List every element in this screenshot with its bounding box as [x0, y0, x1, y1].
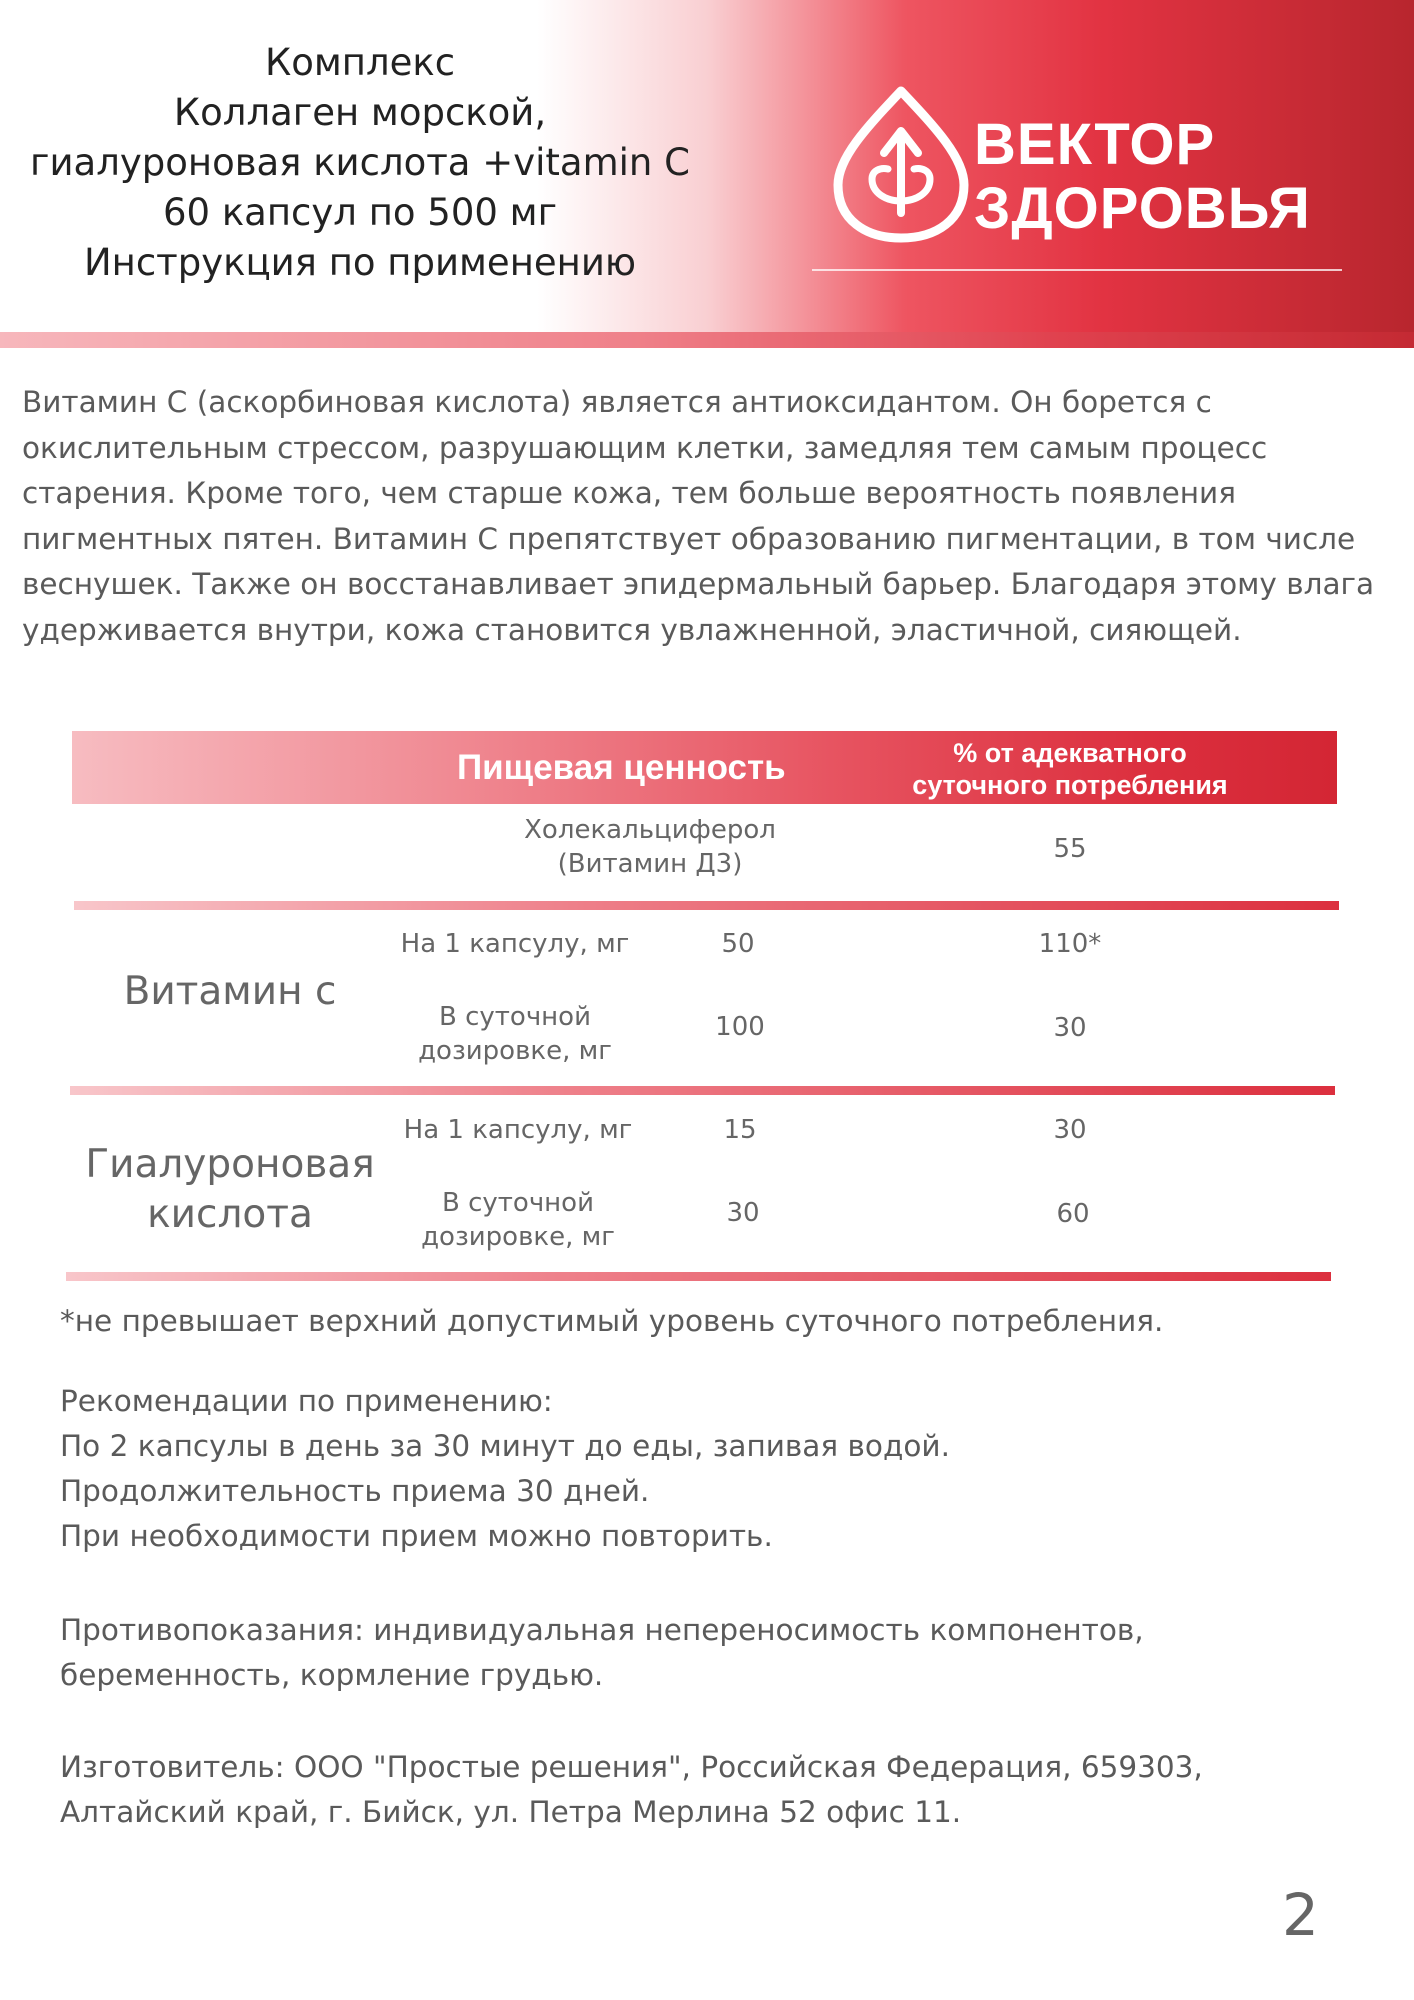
contraindications-line: беременность, кормление грудью. [60, 1658, 604, 1692]
hyaluronic-label [80, 1140, 380, 1240]
vitc-per-capsule-label: На 1 капсулу, мг [400, 929, 630, 959]
title-line: 60 капсул по 500 мг [162, 191, 558, 234]
brand-logo [974, 113, 1311, 241]
vitc-per-capsule-percent: 110* [1038, 929, 1102, 959]
title-line: Инструкция по применению [83, 241, 637, 284]
manufacturer [60, 1745, 1203, 1835]
header-stripe [0, 332, 1414, 348]
hyaluronic-label-line2: кислота [147, 1192, 313, 1237]
vitc-daily-label [400, 1000, 630, 1068]
recommendations [60, 1379, 950, 1559]
d3-name-line1: Холекальциферол [524, 815, 776, 845]
d3-name [470, 813, 830, 881]
table-row-divider [74, 901, 1339, 910]
d3-name-line2: (Витамин Д3) [557, 849, 743, 879]
ha-daily-percent: 60 [1056, 1199, 1090, 1229]
intro-paragraph: Витамин С (аскорбиновая кислота) является антиоксидантом. Он борется с окислительным стрессом, разрушающим клетки, замедляя тем самым процесс старения. Кроме того, чем старше кожа, тем больше вероятность появления пигментных пятен. Витамин С препятствует образованию пигментации, в том числе веснушек. Также он восстанавливает эпидермальный барьер. Благодаря этому влага удерживается внутри, кожа становится увлажненной, эластичной, сияющей. [22, 385, 1375, 647]
product-title [20, 38, 700, 288]
page-number: 2 [1282, 1881, 1319, 1949]
vitc-daily-percent: 30 [1053, 1013, 1087, 1043]
vitc-per-capsule-amount: 50 [721, 929, 755, 959]
contraindications [60, 1608, 1144, 1698]
title-line: Комплекс [264, 41, 456, 84]
recommendation-line: При необходимости прием можно повторить. [60, 1519, 773, 1553]
logo-line: ВЕКТОР [974, 112, 1216, 177]
ha-daily-amount: 30 [726, 1198, 760, 1228]
header-daily-percent: % от адекватного суточного потребления [912, 738, 1228, 800]
recommendation-line: По 2 капсулы в день за 30 минут до еды, запивая водой. [60, 1429, 950, 1463]
vitc-daily-label-line1: В суточной [438, 1002, 591, 1032]
manufacturer-line: Изготовитель: ООО "Простые решения", Российская Федерация, 659303, [60, 1750, 1203, 1784]
hyaluronic-label-line1: Гиалуроновая [85, 1142, 375, 1187]
ha-daily-label-line1: В суточной [441, 1188, 594, 1218]
ha-per-capsule-label: На 1 капсулу, мг [403, 1115, 633, 1145]
ha-daily-label-line2: дозировке, мг [421, 1222, 615, 1252]
d3-percent: 55 [1053, 834, 1087, 864]
drop-sprout-arrow-icon [826, 83, 976, 243]
logo-line: ЗДОРОВЬЯ [974, 176, 1311, 241]
table-row-divider [70, 1086, 1335, 1095]
footnote: *не превышает верхний допустимый уровень суточного потребления. [60, 1304, 1164, 1338]
header-nutrition-value: Пищевая ценность [457, 748, 786, 787]
ha-daily-label [403, 1186, 633, 1254]
logo-divider [812, 269, 1342, 271]
vitamin-c-label: Витамин с [123, 969, 337, 1014]
contraindications-line: Противопоказания: индивидуальная непереносимость компонентов, [60, 1613, 1144, 1647]
ha-per-capsule-amount: 15 [723, 1115, 757, 1145]
title-line: гиалуроновая кислота +vitamin C [30, 141, 690, 184]
nutrition-table-header [72, 731, 1337, 804]
recommendation-line: Рекомендации по применению: [60, 1384, 553, 1418]
manufacturer-line: Алтайский край, г. Бийск, ул. Петра Мерлина 52 офис 11. [60, 1795, 962, 1829]
title-line: Коллаген морской, [173, 91, 547, 134]
table-row-divider [66, 1272, 1331, 1281]
vitc-daily-amount: 100 [715, 1012, 765, 1042]
vitc-daily-label-line2: дозировке, мг [418, 1036, 612, 1066]
ha-per-capsule-percent: 30 [1053, 1115, 1087, 1145]
recommendation-line: Продолжительность приема 30 дней. [60, 1474, 650, 1508]
